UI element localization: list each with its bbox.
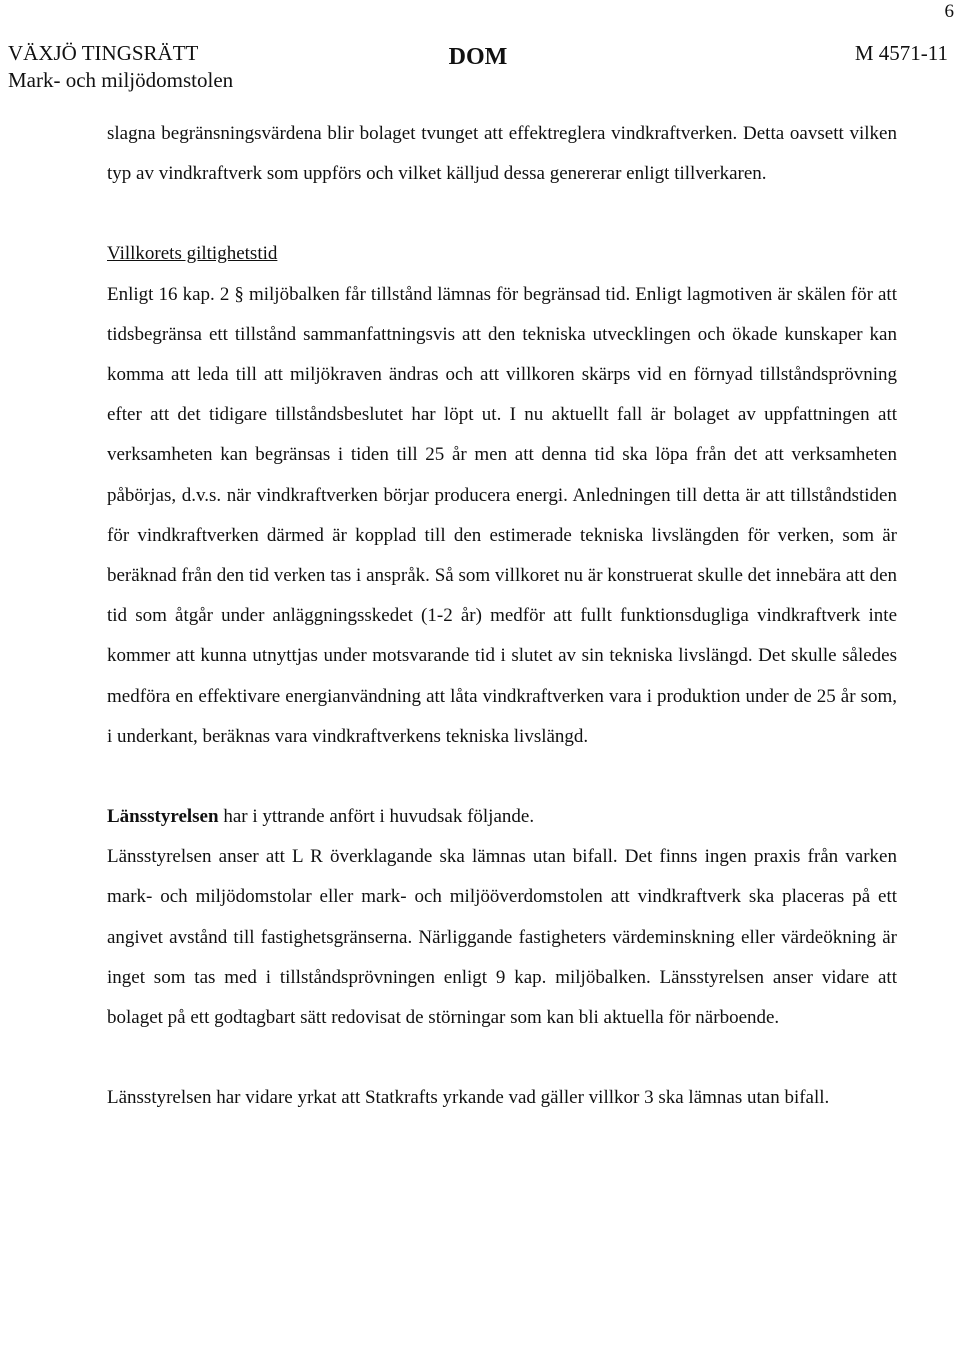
county-board-label: Länsstyrelsen [107,806,219,828]
document-body [107,114,897,1118]
paragraph-emission-limits: slagna begränsningsvärdena blir bolaget tvunget att effektreglera vindkraftverken. Detta oavsett vilken typ av vindkraftverk som uppförs och vilket källjud dessa genererar enligt tillverkaren. [107,123,897,185]
paragraph-county-board-claim: Länsstyrelsen har vidare yrkat att Statkrafts yrkande vad gäller villkor 3 ska lämnas utan bifall. [107,1087,830,1109]
court-name: VÄXJÖ TINGSRÄTT [8,41,199,65]
document-header [8,40,948,96]
page-number: 6 [944,1,954,22]
paragraph-county-board-intro [107,797,897,837]
document-type: DOM [448,44,508,70]
paragraph-county-board-position: Länsstyrelsen anser att L R överklagande ska lämnas utan bifall. Det finns ingen praxis från varken mark- och miljödomstolar eller mark- och miljööverdomstolen att vindkraftverk ska placeras på ett angivet avstånd till fastighetsgränserna. Närliggande fastigheters värdeminskning eller värdeökning är inget som tas med i tillståndsprövningen enligt 9 kap. miljöbalken. Länsstyrelsen anser vidare att bolaget på ett godtagbart sätt redovisat de störningar som kan bli aktuella för närboende. [107,846,897,1029]
paragraph-spacer [107,194,897,234]
section-heading: Villkorets giltighetstid [107,243,278,265]
paragraph-validity-period: Enligt 16 kap. 2 § miljöbalken får tillstånd lämnas för begränsad tid. Enligt lagmotiven är skälen för att tidsbegränsa ett tillstånd sammanfattningsvis att den tekniska utvecklingen och ökade kunskaper kan komma att leda till att miljökraven ändras och att villkoren skärps vid en förnyad tillståndsprövning efter att det tidigare tillståndsbeslutet har löpt ut. I nu aktuellt fall är bolaget av uppfattningen att verksamheten kan begränsas i tiden till 25 år men att denna tid ska löpa från det att verksamheten påbörjas, d.v.s. när vindkraftverken börjar producera energi. Anledningen till detta är att tillståndstiden för vindkraftverken därmed är kopplad till den estimerade tekniska livslängden för verken, som är beräknad från den tid verken tas i anspråk. Så som villkoret nu är konstruerat skulle det innebära att den tid som åtgår under anläggningsskedet (1-2 år) medför att fullt funktionsdugliga vindkraftverk inte kommer att kunna utnyttjas under motsvarande tid i slutet av sin tekniska livslängd. Det skulle således medföra en effektivare energianvändning att låta vindkraftverken vara i produktion under de 25 år som, i underkant, beräknas vara vindkraftverkens tekniska livslängd. [107,283,897,747]
court-department: Mark- och miljödomstolen [8,68,234,92]
paragraph-spacer [107,1038,897,1078]
paragraph-spacer [107,757,897,797]
county-board-intro-text: har i yttrande anfört i huvudsak följande. [218,806,535,828]
case-number: M 4571-11 [854,41,948,65]
